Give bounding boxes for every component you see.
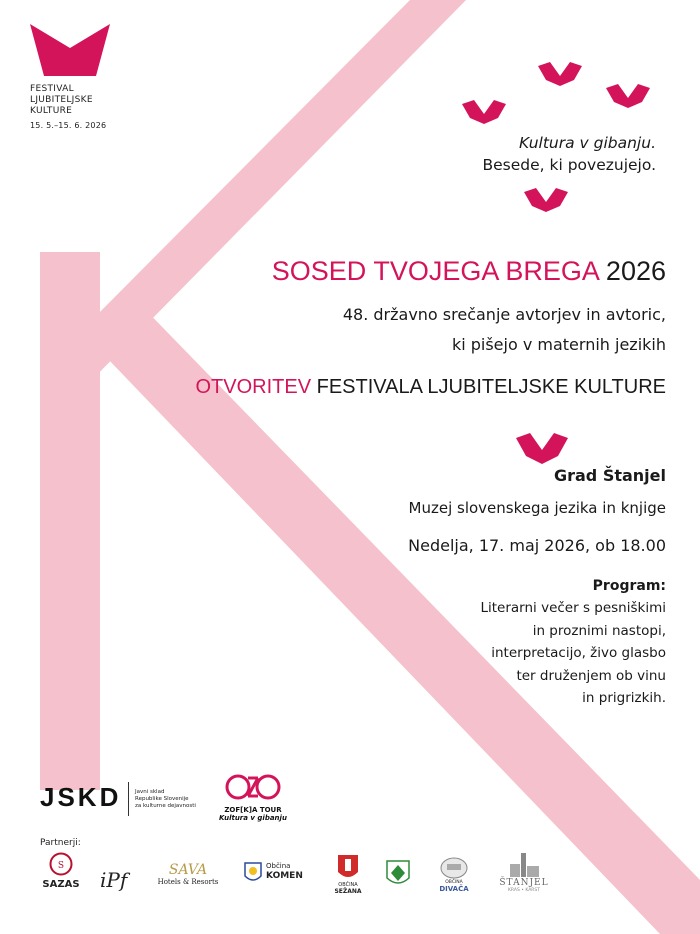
zofka-logo (212, 772, 294, 822)
festival-logo-line2: LJUBITELJSKE (30, 95, 93, 105)
sazas-icon (49, 852, 73, 876)
divaca-line2: DIVAČA (439, 885, 469, 893)
svg-text:S: S (57, 861, 65, 871)
jskd-desc-line: za kulturne dejavnosti (135, 803, 196, 809)
event-subtitle-line1: 48. državno srečanje avtorjev in avtoric, (342, 305, 666, 324)
location-venue: Muzej slovenskega jezika in knjige (408, 499, 666, 517)
partner-crest-icon (386, 860, 410, 888)
partner-stanjel (494, 850, 554, 893)
opening-rest: FESTIVALA LJUBITELJSKE KULTURE (316, 376, 666, 398)
stanjel-skyline-icon (504, 850, 544, 878)
tagline-line1: Kultura v gibanju. (518, 134, 656, 152)
partner-sazas (40, 852, 82, 890)
festival-dates: 15. 5.–15. 6. 2026 (30, 121, 107, 130)
program-line: Literarni večer s pesniškimi (480, 600, 666, 616)
program-line: in prigrizkih. (582, 690, 666, 706)
komen-line1: Občina (266, 862, 291, 870)
sava-sub: Hotels & Resorts (157, 878, 219, 886)
partner-sava (152, 862, 224, 886)
divaca-crest-icon (439, 856, 469, 880)
jskd-wordmark: JSKD (40, 782, 122, 812)
sezana-crest-icon (337, 854, 359, 882)
sezana-line1: OBČINA (338, 882, 358, 888)
partner-ipf: iPf (100, 868, 128, 892)
location-place: Grad Štanjel (553, 466, 666, 485)
tagline-line2: Besede, ki povezujejo. (482, 156, 656, 174)
jskd-desc-line: Javni sklad (135, 789, 165, 795)
festival-logo-mark-icon (30, 24, 110, 76)
program-heading: Program: (592, 578, 666, 594)
program-list (480, 597, 666, 710)
stanjel-name: ŠTANJEL (499, 878, 549, 888)
event-title (272, 256, 666, 287)
komen-crest-icon (244, 862, 262, 884)
event-subtitle (343, 300, 666, 360)
zofka-name: ZOF[K]A TOUR (224, 806, 282, 814)
komen-line2: KOMEN (266, 871, 303, 881)
festival-logo-line3: KULTURE (30, 106, 73, 116)
zofka-mark-icon (212, 772, 294, 802)
sezana-line2: SEŽANA (334, 888, 362, 895)
partner-sezana (334, 854, 362, 895)
festival-logo-line1: FESTIVAL (30, 84, 74, 94)
event-subtitle-line2: ki pišejo v maternih jezikih (451, 335, 666, 354)
opening-word: OTVORITEV (195, 376, 312, 398)
program-line: in proznimi nastopi, (532, 622, 666, 639)
program-line: ter druženjem ob vinu (516, 667, 666, 684)
festival-logo (30, 24, 110, 131)
partners-label: Partnerji: (40, 838, 81, 848)
stanjel-sub: KRAS • KARST (507, 888, 541, 893)
opening-heading (195, 376, 666, 399)
event-datetime: Nedelja, 17. maj 2026, ob 18.00 (408, 536, 666, 555)
divaca-line1: OBČINA (445, 880, 463, 885)
tagline (483, 132, 657, 176)
event-title-year: 2026 (605, 256, 666, 286)
zofka-tagline: Kultura v gibanju (219, 814, 287, 822)
sava-name: SAVA (168, 862, 208, 878)
sazas-label: SAZAS (42, 879, 80, 890)
jskd-desc-line: Republike Slovenije (135, 796, 189, 802)
program-line: interpretacijo, živo glasbo (491, 645, 666, 661)
partner-divaca (434, 856, 474, 893)
event-title-main: SOSED TVOJEGA BREGA (271, 256, 599, 286)
